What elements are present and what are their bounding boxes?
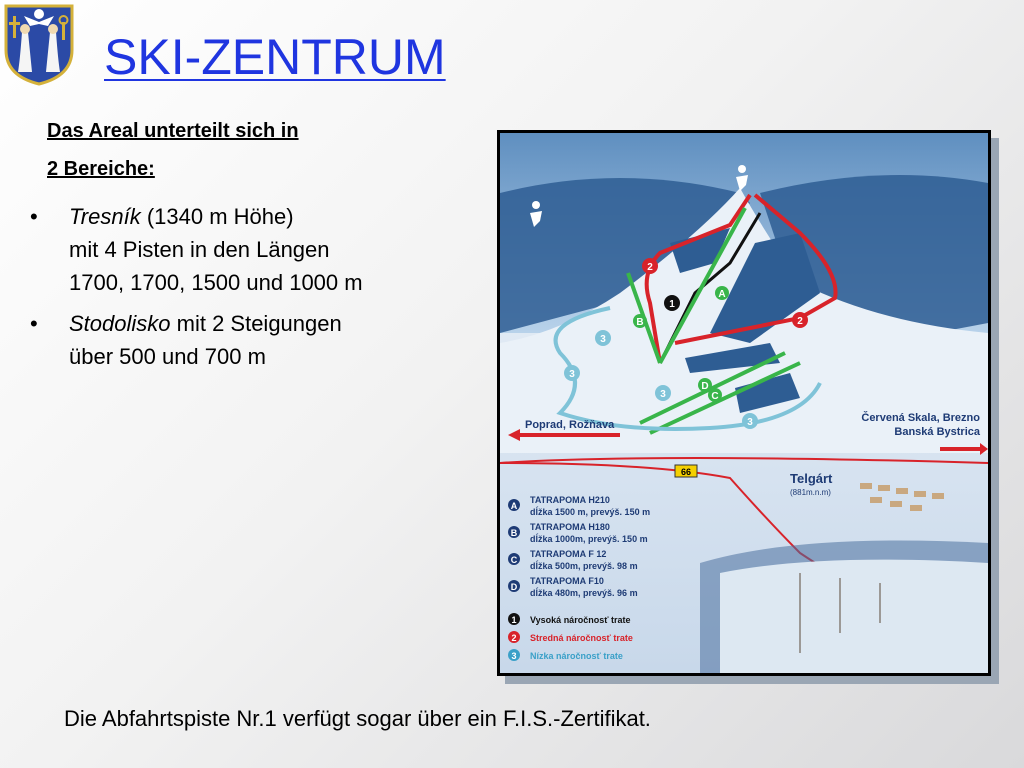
bullet-text: (1340 m Höhe) xyxy=(140,204,294,229)
svg-text:3: 3 xyxy=(600,334,606,345)
svg-text:A: A xyxy=(510,501,518,511)
svg-text:Stredná náročnosť trate: Stredná náročnosť trate xyxy=(530,633,633,643)
svg-text:TATRAPOMA F10: TATRAPOMA F10 xyxy=(530,576,604,586)
lift-marker-c: C xyxy=(711,391,719,402)
lift-marker-d: D xyxy=(701,381,709,392)
svg-text:Vysoká náročnosť trate: Vysoká náročnosť trate xyxy=(530,615,631,625)
svg-text:dĺžka 1500 m, prevýš. 150 m: dĺžka 1500 m, prevýš. 150 m xyxy=(530,507,651,517)
coat-of-arms-logo xyxy=(2,2,76,86)
bullet-marker: • xyxy=(30,311,38,336)
lift-marker-a: A xyxy=(718,289,726,300)
bullet-item-stodolisko xyxy=(30,307,470,373)
svg-text:3: 3 xyxy=(747,417,753,428)
svg-text:3: 3 xyxy=(660,389,666,400)
svg-text:Nízka náročnosť trate: Nízka náročnosť trate xyxy=(530,651,623,661)
footer-note: Die Abfahrtspiste Nr.1 verfügt sogar über ein F.I.S.-Zertifikat. xyxy=(64,706,651,731)
svg-text:TATRAPOMA H180: TATRAPOMA H180 xyxy=(530,522,610,532)
direction-right-1: Červená Skala, Brezno xyxy=(861,412,980,424)
subtitle-line-1: Das Areal unterteilt sich in xyxy=(47,120,299,142)
svg-text:C: C xyxy=(510,555,518,565)
svg-text:TATRAPOMA H210: TATRAPOMA H210 xyxy=(530,495,610,505)
bullet-text: 1700, 1700, 1500 und 1000 m xyxy=(69,270,363,295)
svg-text:1: 1 xyxy=(511,615,517,625)
bullet-text: mit 2 Steigungen xyxy=(170,311,342,336)
svg-text:2: 2 xyxy=(797,316,803,327)
town-name: Telgárt xyxy=(790,471,833,486)
svg-text:TATRAPOMA F 12: TATRAPOMA F 12 xyxy=(530,549,607,559)
town-elevation: (881m.n.m) xyxy=(790,488,831,497)
bullet-item-tresnik xyxy=(30,200,470,299)
road-number: 66 xyxy=(680,467,692,477)
direction-right-2: Banská Bystrica xyxy=(894,426,980,438)
subtitle-line-2: 2 Bereiche: xyxy=(47,158,155,180)
ski-area-map xyxy=(500,133,988,673)
svg-text:2: 2 xyxy=(511,633,517,643)
svg-text:D: D xyxy=(510,582,518,592)
ski-map-frame xyxy=(497,130,991,676)
direction-left: Poprad, Rožňava xyxy=(525,419,615,431)
bullet-text: über 500 und 700 m xyxy=(69,344,266,369)
bullet-marker: • xyxy=(30,204,38,229)
svg-text:dĺžka 480m, prevýš. 96 m: dĺžka 480m, prevýš. 96 m xyxy=(530,588,638,598)
svg-text:3: 3 xyxy=(569,369,575,380)
svg-text:3: 3 xyxy=(511,651,517,661)
slide-title: SKI-ZENTRUM xyxy=(104,29,446,85)
bullet-list xyxy=(30,200,470,381)
bullet-text: mit 4 Pisten in den Längen xyxy=(69,237,330,262)
lift-marker-b: B xyxy=(636,317,644,328)
svg-text:B: B xyxy=(510,528,518,538)
svg-text:2: 2 xyxy=(647,262,653,273)
svg-text:dĺžka 1000m, prevýš. 150 m: dĺžka 1000m, prevýš. 150 m xyxy=(530,534,648,544)
area-name-stodolisko: Stodolisko xyxy=(69,311,171,336)
svg-text:dĺžka 500m, prevýš. 98 m: dĺžka 500m, prevýš. 98 m xyxy=(530,561,638,571)
area-name-tresnik: Tresník xyxy=(69,204,141,229)
svg-text:1: 1 xyxy=(669,299,675,310)
